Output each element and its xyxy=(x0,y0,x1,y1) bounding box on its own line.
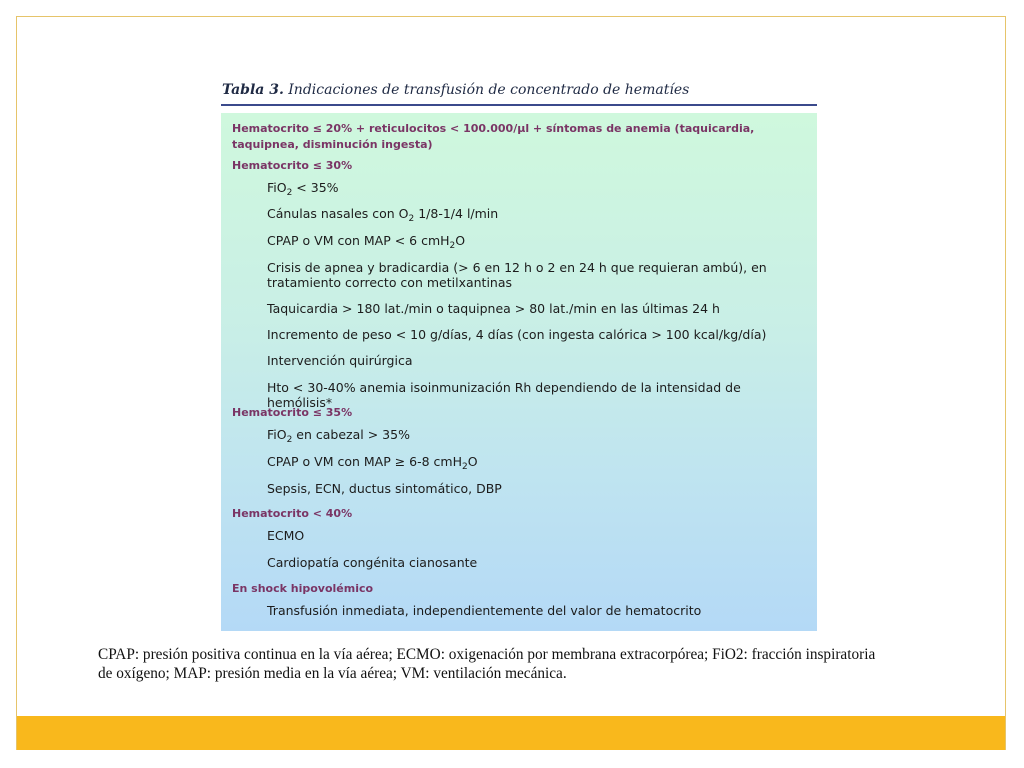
table-row: Crisis de apnea y bradicardia (> 6 en 12 h o 2 en 24 h que requieran ambú), en tratamiento correcto con metilxantinas xyxy=(267,260,767,290)
table-row: Hto < 30-40% anemia isoinmunización Rh dependiendo de la intensidad de hemólisis* xyxy=(267,380,741,410)
footnote-caption: CPAP: presión positiva continua en la vía aérea; ECMO: oxigenación por membrana extracorpórea; FiO2: fracción inspiratoria de oxígeno; MAP: presión media en la vía aérea; VM: ventilación mecánica. xyxy=(98,646,876,682)
table-row: Taquicardia > 180 lat./min o taquipnea > 80 lat./min en las últimas 24 h xyxy=(267,301,720,316)
table-row: FiO$_2$ < 35% xyxy=(267,180,339,199)
table-row: Cardiopatía congénita cianosante xyxy=(267,555,478,570)
indications-table xyxy=(221,113,817,631)
section-header: Hematocrito < 40% xyxy=(232,507,353,520)
table-row: FiO$_2$ en cabezal > 35% xyxy=(267,427,410,446)
table-row: Cánulas nasales con $O_2$ 1/8-1/4 l/min xyxy=(267,206,499,225)
accent-bar xyxy=(17,716,1005,750)
title-rule xyxy=(221,104,817,106)
table-row: Intervención quirúrgica xyxy=(267,353,413,368)
table-number: Tabla 3. xyxy=(222,82,284,98)
section-header: Hematocrito ≤ 35% xyxy=(232,406,353,419)
table-row: Sepsis, ECN, ductus sintomático, DBP xyxy=(267,481,502,496)
table-row: Transfusión inmediata, independientemente del valor de hematocrito xyxy=(267,603,702,618)
table-row: CPAP o VM con MAP < 6 cmH$_2$O xyxy=(267,233,466,252)
table-row: Incremento de peso < 10 g/días, 4 días (con ingesta calórica > 100 kcal/kg/día) xyxy=(267,327,767,342)
table-title-text: Indicaciones de transfusión de concentrado de hematíes xyxy=(288,82,690,98)
section-header: Hematocrito ≤ 20% + reticulocitos < 100.000/µl + síntomas de anemia (taquicardia, taquipnea, disminución ingesta) xyxy=(232,122,755,151)
section-header: Hematocrito ≤ 30% xyxy=(232,159,353,172)
table-row: CPAP o VM con MAP ≥ 6-8 cmH$_2$O xyxy=(267,454,478,473)
table-title xyxy=(222,82,689,98)
section-header: En shock hipovolémico xyxy=(232,582,374,595)
table-row: ECMO xyxy=(267,528,305,543)
